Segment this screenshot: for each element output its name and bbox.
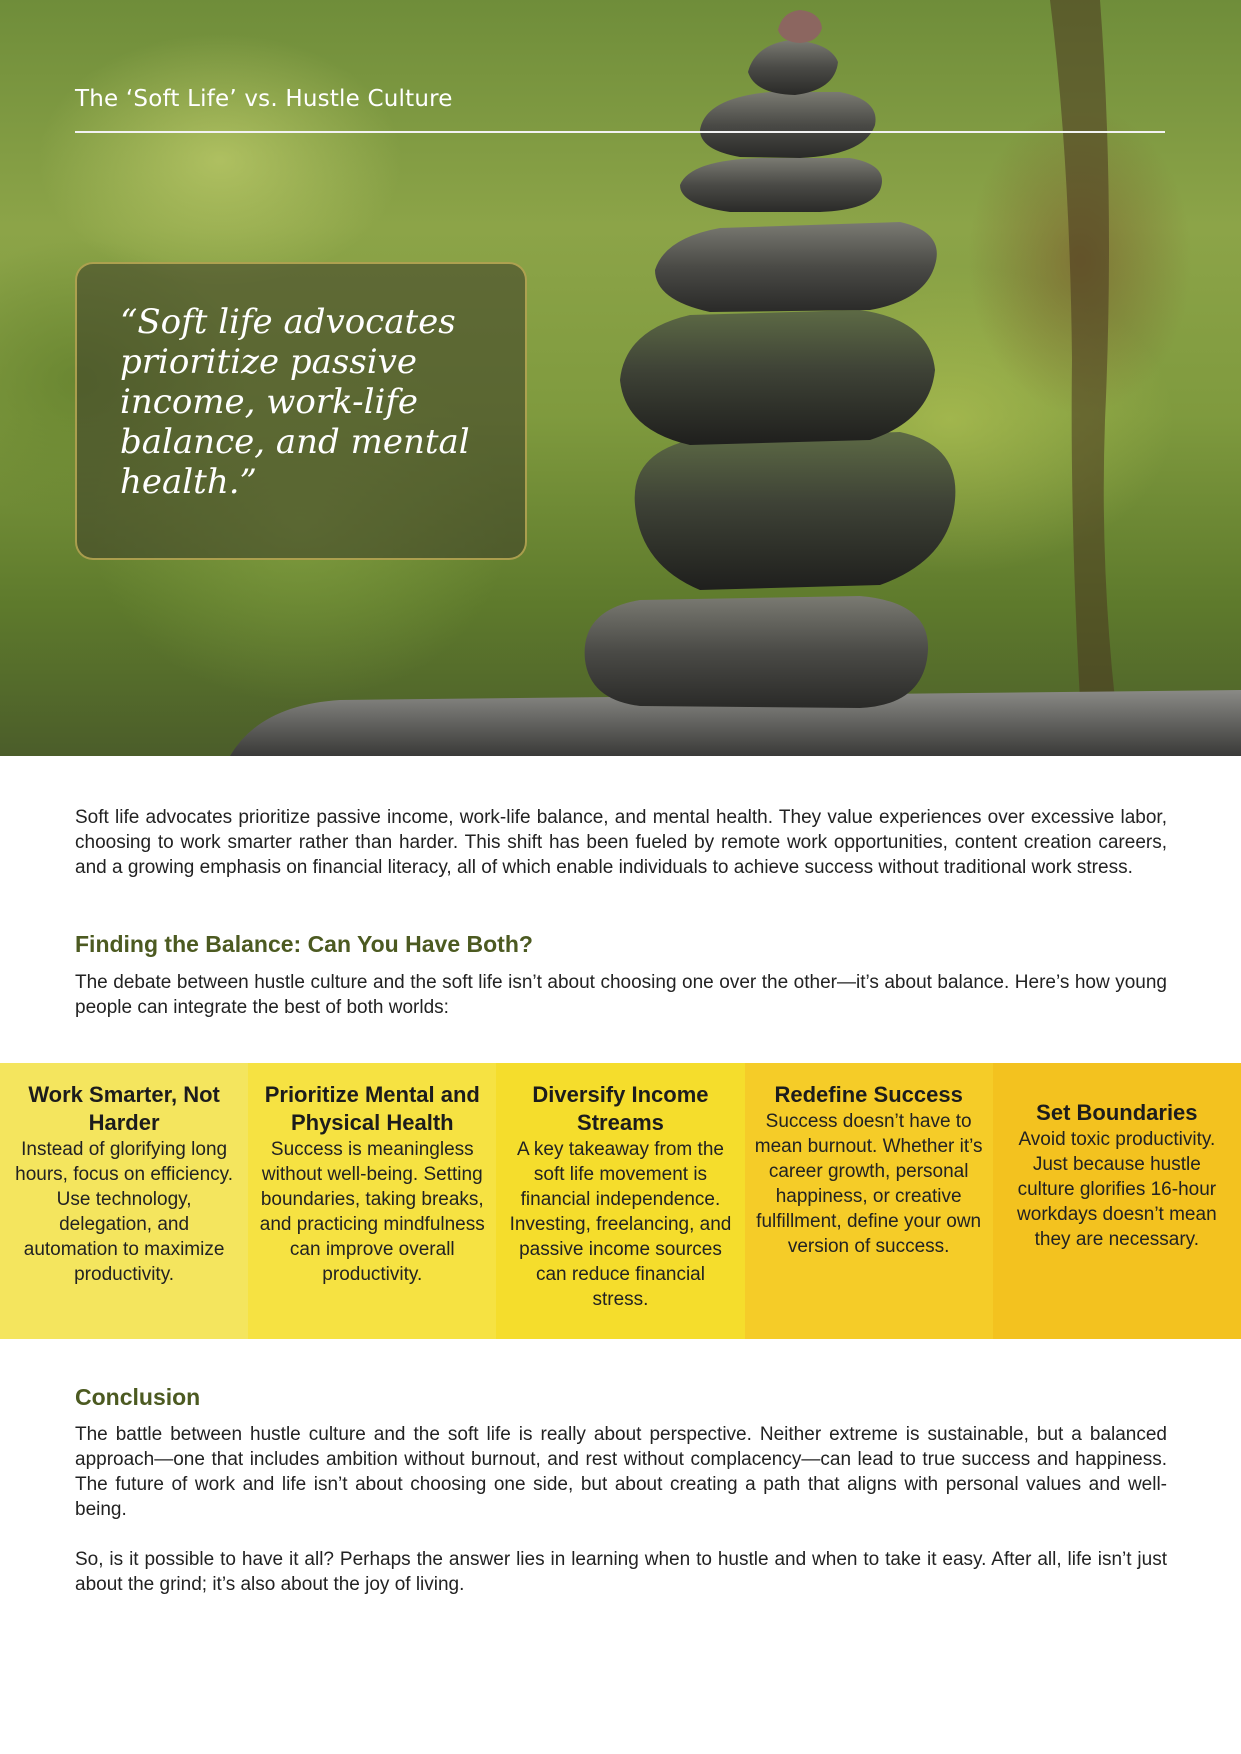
tip-card <box>993 1063 1241 1339</box>
tip-text: A key takeaway from the soft life movement is financial independence. Investing, freelancing, and passive income sources can reduce financial stress. <box>509 1139 732 1310</box>
page-header-title: The ‘Soft Life’ vs. Hustle Culture <box>75 86 453 112</box>
tip-text: Avoid toxic productivity. Just because hustle culture glorifies 16-hour workdays doesn’t mean they are necessary. <box>1017 1129 1217 1250</box>
tip-card <box>496 1063 744 1339</box>
tip-card <box>745 1063 993 1339</box>
tips-strip <box>0 1063 1241 1339</box>
hero-image <box>0 0 1241 756</box>
conclusion-heading: Conclusion <box>75 1384 201 1410</box>
tip-title: Redefine Success <box>774 1082 963 1107</box>
pull-quote-text: “Soft life advocates prioritize passive income, work-life balance, and mental health.” <box>120 302 470 502</box>
tip-title: Work Smarter, Not Harder <box>28 1082 220 1135</box>
header-divider <box>75 131 1165 133</box>
tip-text: Success doesn’t have to mean burnout. Whether it’s career growth, personal happiness, or creative fulfillment, define your own version of success. <box>754 1111 983 1257</box>
tip-text: Instead of glorifying long hours, focus on efficiency. Use technology, delegation, and automation to maximize productivity. <box>15 1139 234 1285</box>
balance-heading: Finding the Balance: Can You Have Both? <box>75 931 533 957</box>
tip-card <box>248 1063 496 1339</box>
tip-title: Diversify Income Streams <box>532 1082 709 1135</box>
tip-card <box>0 1063 248 1339</box>
tip-title: Set Boundaries <box>1036 1100 1198 1125</box>
intro-paragraph: Soft life advocates prioritize passive income, work-life balance, and mental health. They value experiences over excessive labor, choosing to work smarter rather than harder. This shift has been fueled by remote work opportunities, content creation careers, and a growing emphasis on financial literacy, all of which enable individuals to achieve success without traditional work stress. <box>75 807 1167 878</box>
conclusion-paragraph: The battle between hustle culture and the soft life is really about perspective. Neither extreme is sustainable, but a balanced approach—one that includes ambition without burnout, and rest without complacency—can lead to true success and happiness. The future of work and life isn’t about choosing one side, but about creating a path that aligns with personal values and well-being. <box>75 1424 1167 1520</box>
conclusion-paragraph: So, is it possible to have it all? Perhaps the answer lies in learning when to hustle and when to take it easy. After all, life isn’t just about the grind; it’s also about the joy of living. <box>75 1549 1167 1595</box>
balance-paragraph: The debate between hustle culture and the soft life isn’t about choosing one over the other—it’s about balance. Here’s how young people can integrate the best of both worlds: <box>75 972 1167 1018</box>
tip-title: Prioritize Mental and Physical Health <box>264 1082 480 1135</box>
tip-text: Success is meaningless without well-being. Setting boundaries, taking breaks, and practicing mindfulness can improve overall productivity. <box>259 1139 485 1285</box>
